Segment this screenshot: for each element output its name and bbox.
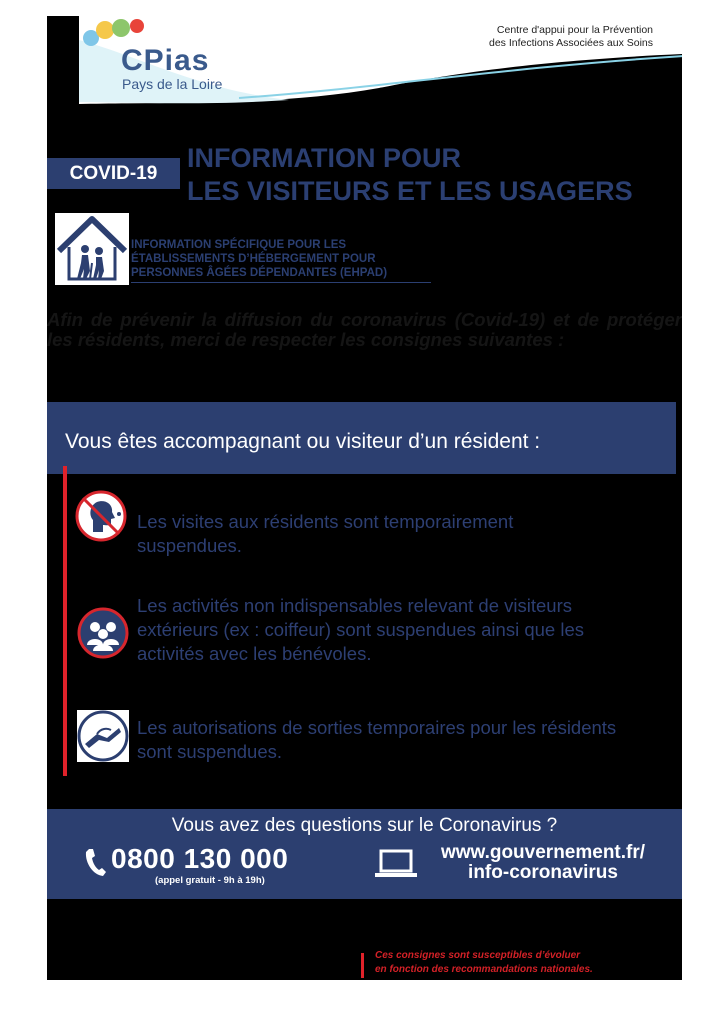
ehpad-line-1: INFORMATION SPÉCIFIQUE POUR LES — [131, 239, 347, 251]
disclaimer-line-1: Ces consignes sont susceptibles d’évoluer — [375, 950, 581, 961]
no-visit-icon — [75, 490, 127, 542]
ehpad-info — [131, 238, 431, 283]
questions-text: Vous avez des questions sur le Coronavirus ? — [171, 815, 558, 836]
covid-tag: COVID-19 — [47, 158, 180, 189]
org-line-2: des Infections Associées aux Soins — [488, 37, 653, 49]
intro-text: Afin de prévenir la diffusion du coronavirus (Covid-19) et de protéger les résidents, merci de respecter les consignes suivantes : — [47, 309, 682, 350]
contact-bar — [47, 809, 682, 899]
org-line-1: Centre d'appui pour la Prévention — [496, 24, 653, 36]
handshake-icon — [77, 710, 129, 762]
phone-icon — [83, 847, 107, 877]
section-header — [47, 402, 676, 474]
item-outings-text: Les autorisations de sorties temporaires pour les résidents sont suspendues. — [137, 717, 617, 762]
house-elderly-icon — [55, 213, 129, 285]
logo-subtitle: Pays de la Loire — [122, 76, 223, 92]
phone-number[interactable]: 0800 130 000 — [111, 843, 289, 874]
page-title — [187, 142, 667, 208]
poster — [47, 16, 682, 980]
title-line-2: LES VISITEURS ET LES USAGERS — [187, 176, 633, 206]
ehpad-line-3: PERSONNES ÂGÉES DÉPENDANTES (EHPAD) — [131, 267, 388, 279]
disclaimer-line-2: en fonction des recommandations nationales. — [375, 964, 593, 975]
title-line-1: INFORMATION POUR — [187, 143, 461, 173]
ehpad-line-2: ÉTABLISSEMENTS D’HÉBERGEMENT POUR — [131, 253, 376, 265]
web-line-2[interactable]: info-coronavirus — [468, 862, 618, 883]
header-banner — [79, 16, 682, 104]
header-organization — [413, 24, 653, 50]
group-icon — [77, 607, 129, 659]
web-line-1[interactable]: www.gouvernement.fr/ — [440, 842, 646, 863]
disclaimer — [375, 949, 593, 977]
phone-note: (appel gratuit - 9h à 19h) — [155, 875, 265, 886]
website-link[interactable] — [423, 843, 663, 883]
logo-text: CPias — [121, 44, 210, 77]
disclaimer-accent — [361, 953, 364, 978]
red-accent-line — [63, 466, 67, 776]
item-activities-text: Les activités non indispensables relevant de visiteurs extérieurs (ex : coiffeur) sont suspendues ainsi que les activités avec les bénévoles. — [137, 595, 584, 664]
laptop-icon — [375, 849, 417, 879]
item-visits-text: Les visites aux résidents sont temporairement suspendues. — [137, 511, 514, 556]
section-title: Vous êtes accompagnant ou visiteur d’un résident : — [65, 430, 541, 453]
